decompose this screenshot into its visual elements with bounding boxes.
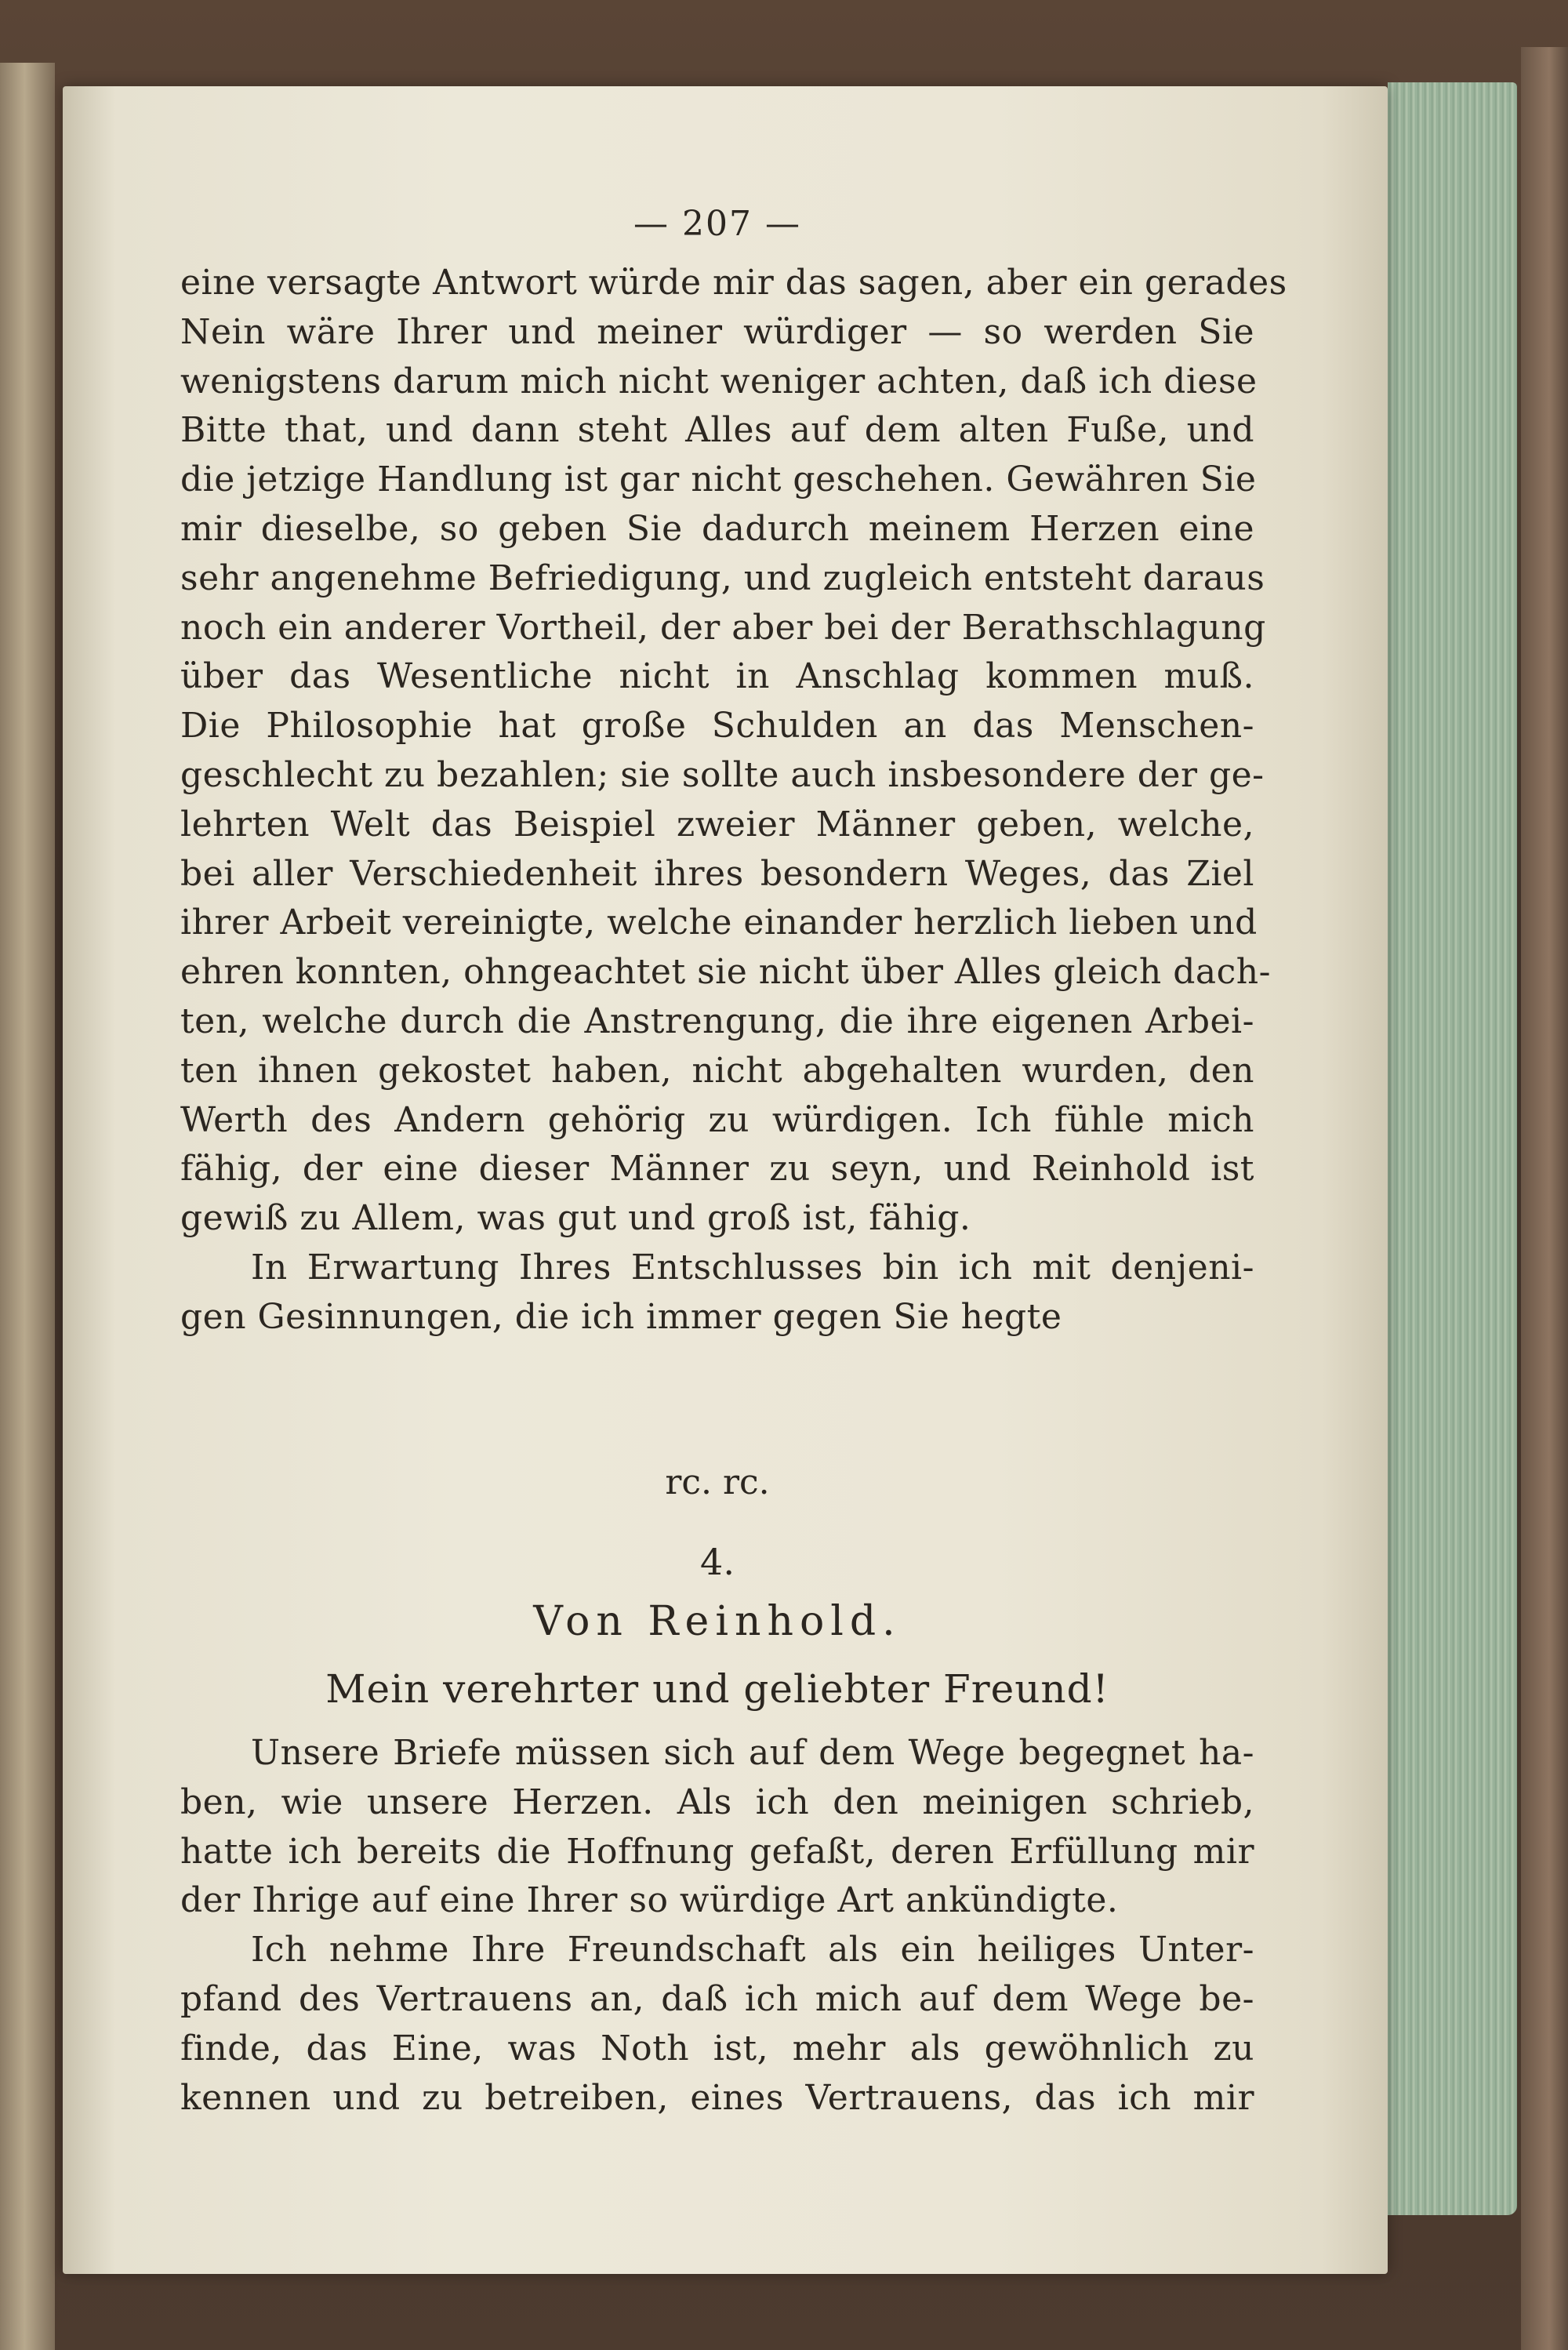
text-line: Die Philosophie hat große Schulden an das Menschen- (180, 706, 1254, 746)
page-stack-edge (1388, 82, 1517, 2215)
text-line: ben, wie unsere Herzen. Als ich den meinigen schrieb, (180, 1782, 1254, 1822)
text-line: Bitte that, und dann steht Alles auf dem alten Fuße, und (180, 410, 1254, 451)
text-line: kennen und zu betreiben, eines Vertrauens, das ich mir (180, 2077, 1254, 2118)
letter-heading: Von Reinhold. (533, 1598, 902, 1645)
letter-salutation: Mein verehrter und geliebter Freund! (325, 1666, 1109, 1712)
left-page-edge (0, 63, 55, 2350)
book-cover-edge (1521, 47, 1568, 2350)
text-line: Ich nehme Ihre Freundschaft als ein heiliges Unter- (251, 1930, 1254, 1970)
text-line: die jetzige Handlung ist gar nicht geschehen. Gewähren Sie (180, 459, 1257, 500)
text-line: noch ein anderer Vortheil, der aber bei der Berathschlagung (180, 607, 1266, 648)
text-line: ihrer Arbeit vereinigte, welche einander herzlich lieben und (180, 903, 1258, 943)
text-line: mir dieselbe, so geben Sie dadurch meinem Herzen eine (180, 508, 1254, 549)
text-line: bei aller Verschiedenheit ihres besondern Weges, das Ziel (180, 853, 1254, 894)
text-line: finde, das Eine, was Noth ist, mehr als gewöhnlich zu (180, 2028, 1254, 2069)
text-line: Unsere Briefe müssen sich auf dem Wege begegnet ha- (251, 1733, 1254, 1773)
text-line: gewiß zu Allem, was gut und groß ist, fähig. (180, 1198, 971, 1239)
text-line: Werth des Andern gehörig zu würdigen. Ich fühle mich (180, 1099, 1254, 1140)
next-letter-text (180, 1729, 1254, 2123)
closing-line: gen Gesinnungen, die ich immer gegen Sie hegte (180, 1296, 1062, 1337)
text-line: fähig, der eine dieser Männer zu seyn, und Reinhold ist (180, 1149, 1254, 1190)
text-line: ten, welche durch die Anstrengung, die ihre eigenen Arbei- (180, 1001, 1254, 1041)
text-line: hatte ich bereits die Hoffnung gefaßt, deren Erfüllung mir (180, 1831, 1254, 1872)
continued-letter-text (180, 259, 1287, 1342)
text-line: geschlecht zu bezahlen; sie sollte auch insbesondere der ge- (180, 754, 1265, 795)
text-line: der Ihrige auf eine Ihrer so würdige Art ankündigte. (180, 1880, 1119, 1921)
text-line: Nein wäre Ihrer und meiner würdiger — so werden Sie (180, 311, 1254, 352)
text-line: ten ihnen gekostet haben, nicht abgehalten wurden, den (180, 1050, 1254, 1091)
letter-number: 4. (700, 1541, 735, 1583)
text-line: über das Wesentliche nicht in Anschlag kommen muß. (180, 656, 1254, 697)
text-line: pfand des Vertrauens an, daß ich mich auf dem Wege be- (180, 1978, 1254, 2019)
closing-line: In Erwartung Ihres Entschlusses bin ich mit denjeni- (251, 1247, 1254, 1288)
text-line: ehren konnten, ohngeachtet sie nicht über Alles gleich dach- (180, 952, 1271, 993)
etc-mark: rc. rc. (665, 1462, 770, 1502)
book-page (63, 86, 1388, 2274)
page-number: — 207 — (633, 204, 801, 244)
text-line: eine versagte Antwort würde mir das sagen, aber ein gerades (180, 263, 1287, 303)
text-line: lehrten Welt das Beispiel zweier Männer geben, welche, (180, 804, 1254, 844)
text-line: sehr angenehme Befriedigung, und zugleich entsteht daraus (180, 558, 1265, 598)
text-line: wenigstens darum mich nicht weniger achten, daß ich diese (180, 361, 1258, 401)
